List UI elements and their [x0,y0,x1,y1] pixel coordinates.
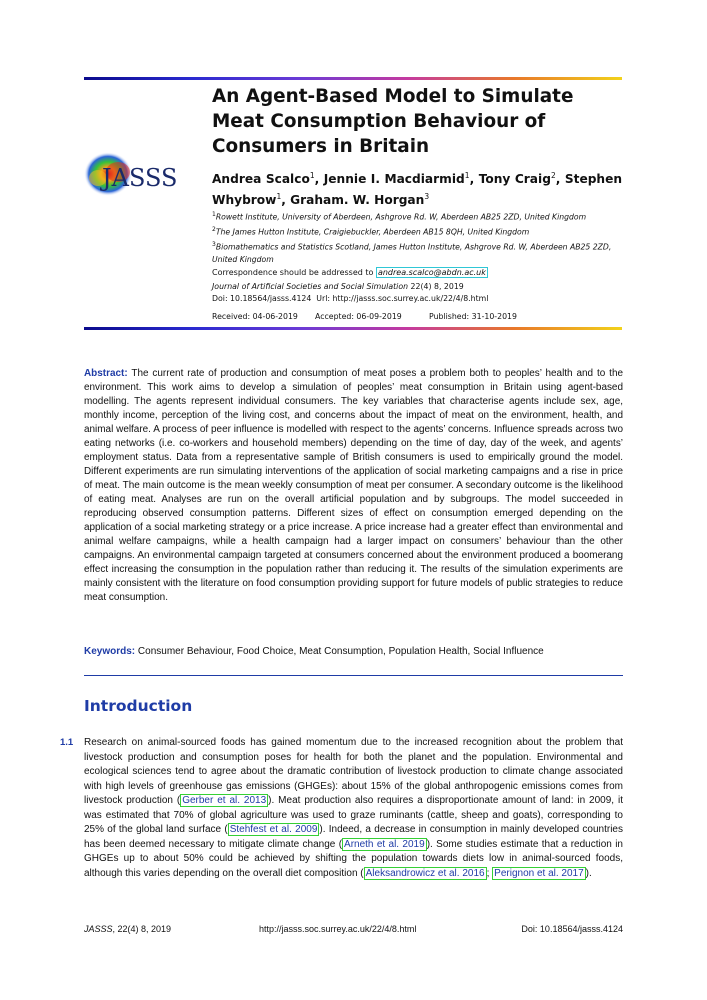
citation-link[interactable]: Perignon et al. 2017 [494,867,584,879]
author-name: Graham. W. Horgan [290,193,425,208]
footer-journal: JASSS, 22(4) 8, 2019 [84,924,172,934]
accepted-date: Accepted: 06-09-2019 [315,312,402,321]
logo-text: JASSS [102,164,178,192]
header-bottom-rule [84,327,622,330]
paper-title: An Agent-Based Model to Simulate Meat Consumption Behaviour of Consumers in Britain [212,86,574,157]
author-affiliation-mark: 1 [309,171,315,180]
affiliations [212,209,624,280]
citation-link[interactable]: Aleksandrowicz et al. 2016 [365,867,485,879]
journal-name: Journal of Artificial Societies and Social Simulation [212,282,409,291]
keywords-label: Keywords: [84,646,136,657]
jasss-logo [84,152,196,200]
citation-link[interactable]: Stehfest et al. 2009 [229,824,318,835]
citation-link[interactable]: Gerber et al. 2013 [182,795,267,806]
footer-doi: Doi: 10.18564/jasss.4124 [521,924,623,934]
published-date: Published: 31-10-2019 [429,312,517,321]
url-line[interactable]: Url: http://jasss.soc.surrey.ac.uk/22/4/8.html [316,294,489,304]
journal-info [212,281,624,306]
abstract [84,367,623,605]
author-name: Tony Craig [478,172,551,187]
author-affiliation-mark: 3 [424,192,430,202]
paragraph-number: 1.1 [60,737,74,748]
author-name: Andrea Scalco [212,172,310,187]
section-heading-introduction: Introduction [84,697,193,715]
received-date: Received: 04-06-2019 [212,312,298,321]
author-affiliation-mark: 1 [276,192,282,202]
keywords [84,645,623,659]
correspondence: Correspondence should be addressed to andrea.scalco@abdn.ac.uk [212,268,486,278]
publication-dates [212,311,517,323]
introduction-paragraph: Research on animal-sourced foods has gained momentum due to the increased recognition about the problem that livestock production and consumption poses for health for both the planet and the population. Environmental and ecological sciences tend to agree about the dramatic contribution of livestock production to climate change associated with high levels of greenhouse gas emissions (GHGEs): about 15% of the global anthropogenic emissions comes from livestock production ( Gerber et al. 2013 ). Meat production also requires a disproportionate amount of land: in 2009, it was estimated that 70% of global agriculture was used to graze ruminants (cattle, sheep and goats), corresponding to 25% of the global land surface ( Stehfest et al. 2009 ). Indeed, a decrease in consumption in mainly developed countries has been deemed necessary to mitigate climate change ( Arneth et al. 2019 ). Some studies estimate that a reduction in GHGEs up to about 50% could be achieved by shifting the population towards diets low in animal-sourced foods, although this varies depending on the overall diet composition ( Aleksandrowicz et al. 2016 ; Perignon et al. 2017 ). [84,737,623,879]
citation-link[interactable]: Arneth et al. 2019 [344,838,425,850]
affiliation-3: $^3$Biomathematics and Statistics Scotland, James Hutton Institute, Ashgrove Rd. W, Aberdeen AB25 2ZD, United Kingdom [212,241,612,265]
jasss-logo-icon [84,152,196,200]
abstract-text: The current rate of production and consumption of meat poses a problem both to peoples’ health and to the environment. This work aims to develop a simulation of peoples’ meat consumption in Britain using agent-based modelling. The agents represent individual consumers. The key variables that characterise agents include sex, age, monthly income, perception of the living cost, and concerns about the impact of meat on the environment, health, and animal welfare. A process of peer influence is modelled with respect to the agents’ concerns. Influence spreads across two eating networks (i.e. co-workers and household members) depending on the time of day, day of the week, and agents’ employment status. Data from a representative sample of British consumers is used to empirically ground the model. Different experiments are run simulating interventions of the application of social marketing campaigns and a rise in price of meat. The main outcome is the mean weekly consumption of meat per consumer. A secondary outcome is the likelihood of eating meat. Analyses are run on the overall artificial population and by subgroups. The model succeeded in reproducing observed consumption patterns. Different sizes of effect on consumption emerged depending on the application of a social marketing strategy or a price increase. A price increase had a greater effect than environmental and animal welfare campaigns, while a health campaign had a larger impact on consumers’ behaviour than the other campaigns. An environmental campaign targeted at consumers concerned about the environment produced a boomerang effect increasing the consumption in the population rather than reducing it. The results of the simulation experiments are mainly consistent with the literature on food consumption providing support for future models of public strategies to reduce meat consumption. [84,368,623,603]
footer-url[interactable]: http://jasss.soc.surrey.ac.uk/22/4/8.html [259,924,417,934]
section-divider [84,675,623,676]
author-list: Andrea Scalco$^1$, Jennie I. Macdiarmid$^1$, Tony Craig$^2$, Stephen Whybrow$^1$, Graham. W. Horgan$^3$ [212,171,623,208]
affiliation-1: $^1$Rowett Institute, University of Aberdeen, Ashgrove Rd. W, Aberdeen AB25 2ZD, United Kingdom [212,211,587,222]
affiliation-2: $^2$The James Hutton Institute, Craigiebuckler, Aberdeen AB15 8QH, United Kingdom [212,226,530,237]
keywords-text: Consumer Behaviour, Food Choice, Meat Consumption, Population Health, Social Influence [137,646,544,657]
abstract-label: Abstract: [84,368,128,379]
author-affiliation-mark: 1 [464,171,470,180]
doi-line: Doi: 10.18564/jasss.4124 [212,294,312,304]
author-name: Jennie I. Macdiarmid [323,172,465,187]
author-name: Stephen Whybrow [212,172,623,208]
journal-issue: 22(4) 8, 2019 [410,282,464,291]
email-link[interactable]: andrea.scalco@abdn.ac.uk [377,268,486,278]
header-top-rule [84,77,622,80]
author-affiliation-mark: 2 [550,171,556,180]
